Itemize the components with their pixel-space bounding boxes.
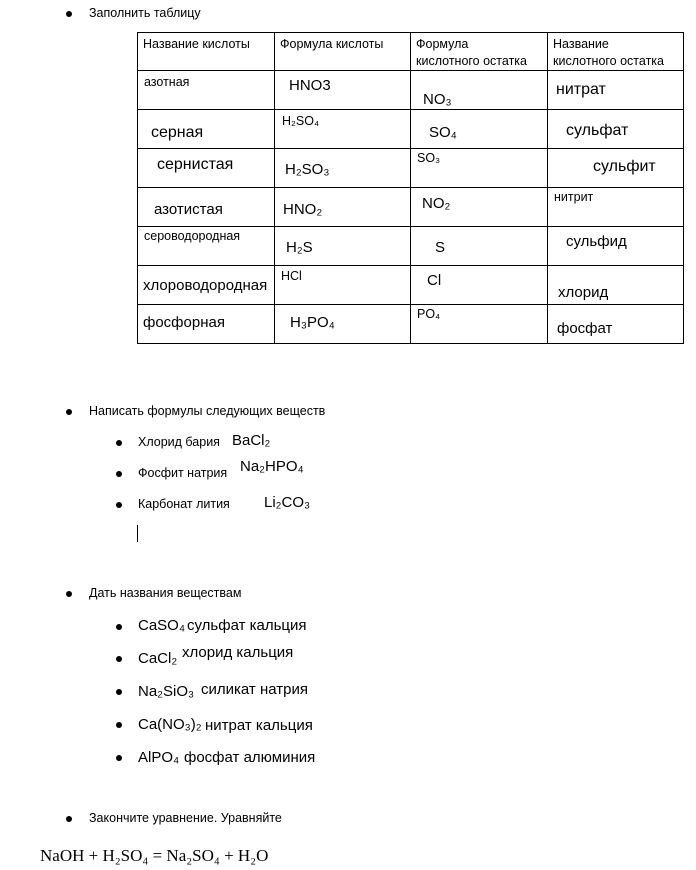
residue-name: сульфат bbox=[566, 122, 629, 139]
table-row bbox=[138, 188, 684, 227]
acid-formula: HNO3 bbox=[289, 77, 331, 94]
header-acid-name: Название кислоты bbox=[143, 37, 250, 51]
residue-formula: SO₃ bbox=[417, 151, 441, 165]
acid-name: азотная bbox=[144, 75, 190, 89]
substance-formula: AlPO₄ bbox=[138, 749, 180, 766]
acid-name: сернистая bbox=[157, 156, 234, 173]
formula-item-label: Хлорид бария bbox=[138, 435, 220, 449]
task-equation: Закончите уравнение. Уравняйте bbox=[89, 811, 282, 825]
formula-item-answer: Na₂HPO₄ bbox=[240, 458, 304, 475]
acid-formula: HNO₂ bbox=[283, 201, 323, 218]
text-cursor bbox=[137, 525, 138, 542]
bullet-icon bbox=[116, 502, 122, 508]
bullet-icon bbox=[116, 755, 122, 761]
formula-item-label: Карбонат лития bbox=[138, 497, 230, 511]
residue-name: фосфат bbox=[557, 320, 613, 337]
acid-table bbox=[137, 32, 684, 344]
acid-name: азотистая bbox=[154, 201, 223, 218]
bullet-icon bbox=[116, 440, 122, 446]
bullet-icon bbox=[66, 409, 72, 415]
acid-formula: H₂SO₄ bbox=[282, 114, 320, 128]
residue-formula: NO₂ bbox=[422, 195, 451, 212]
substance-formula: CaSO₄ bbox=[138, 617, 185, 634]
bullet-icon bbox=[66, 11, 72, 17]
header-cell bbox=[275, 33, 411, 71]
formula-item-label: Фосфит натрия bbox=[138, 466, 228, 480]
task-fill-table: Заполнить таблицу bbox=[89, 6, 201, 20]
bullet-icon bbox=[116, 656, 122, 662]
acid-name: фосфорная bbox=[143, 314, 225, 331]
substance-formula: Ca(NO₃)₂ bbox=[138, 716, 202, 733]
residue-formula: PO₄ bbox=[417, 307, 441, 321]
table-row bbox=[138, 71, 684, 110]
substance-formula: CaCl₂ bbox=[138, 650, 178, 667]
residue-name: нитрат bbox=[556, 81, 606, 98]
substance-name: сульфат кальция bbox=[187, 617, 307, 634]
acid-formula: H₃PO₄ bbox=[290, 314, 335, 331]
header-cell bbox=[411, 33, 548, 71]
table-row bbox=[138, 305, 684, 344]
residue-name: сульфит bbox=[593, 158, 656, 175]
task-write-formulas: Написать формулы следующих веществ bbox=[89, 404, 326, 418]
substance-name: силикат натрия bbox=[201, 681, 308, 698]
residue-formula: SO₄ bbox=[429, 124, 457, 141]
acid-formula: H₂SO₃ bbox=[285, 161, 330, 178]
residue-name: нитрит bbox=[554, 190, 594, 204]
chemical-equation: NaOH + H₂SO₄ = Na₂SO₄ + H₂O bbox=[40, 846, 269, 865]
task-name-substances: Дать названия веществам bbox=[89, 586, 242, 600]
bullet-icon bbox=[116, 624, 122, 630]
header-cell bbox=[138, 33, 275, 71]
formula-item-answer: Li₂CO₃ bbox=[264, 494, 311, 511]
residue-formula: Cl bbox=[427, 272, 442, 289]
substance-name: фосфат алюминия bbox=[184, 749, 316, 766]
residue-formula: NO₃ bbox=[423, 91, 452, 108]
header-residue-name: Название кислотного остатка bbox=[553, 37, 664, 68]
table-header-row bbox=[138, 33, 684, 71]
acid-formula: HCl bbox=[281, 269, 302, 283]
table-row bbox=[138, 149, 684, 188]
table-row bbox=[138, 227, 684, 266]
bullet-icon bbox=[66, 591, 72, 597]
formula-item-answer: BaCl₂ bbox=[232, 432, 271, 449]
residue-name: сульфид bbox=[566, 233, 627, 250]
substance-formula: Na₂SiO₃ bbox=[138, 683, 195, 700]
residue-formula: S bbox=[435, 239, 446, 256]
header-residue-formula: Формула кислотного остатка bbox=[416, 37, 527, 68]
acid-name: серная bbox=[151, 124, 204, 141]
acid-name: сероводородная bbox=[144, 229, 241, 243]
header-acid-formula: Формула кислоты bbox=[280, 37, 384, 51]
residue-name: хлорид bbox=[558, 284, 609, 301]
table-row bbox=[138, 110, 684, 149]
substance-name: хлорид кальция bbox=[182, 644, 294, 661]
header-cell bbox=[548, 33, 684, 71]
bullet-icon bbox=[116, 471, 122, 477]
acid-name: хлороводородная bbox=[143, 277, 268, 294]
table-row bbox=[138, 266, 684, 305]
substance-name: нитрат кальция bbox=[205, 717, 313, 734]
acid-formula: H₂S bbox=[286, 239, 313, 256]
bullet-icon bbox=[66, 816, 72, 822]
bullet-icon bbox=[116, 689, 122, 695]
bullet-icon bbox=[116, 722, 122, 728]
